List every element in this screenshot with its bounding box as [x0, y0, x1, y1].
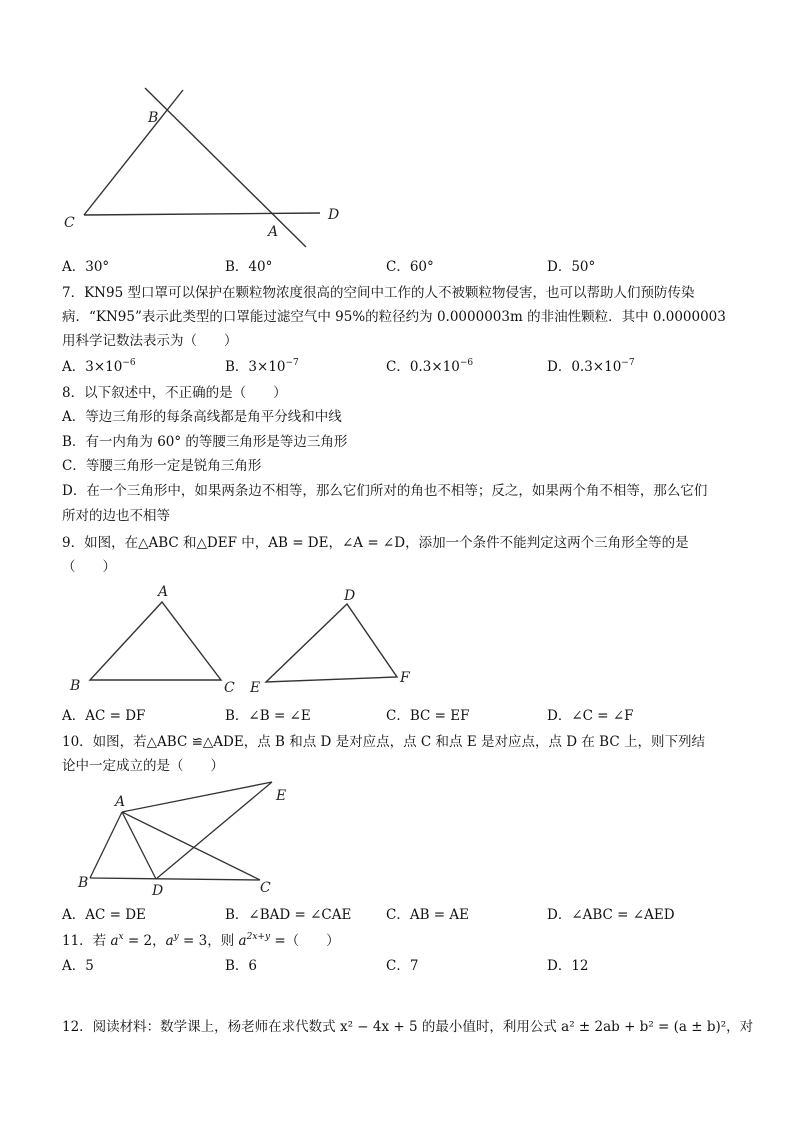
triangle-abc: [90, 602, 221, 680]
q8-stem: 8．以下叙述中，不正确的是（ ）: [62, 385, 287, 401]
label-e: E: [250, 680, 261, 696]
q7-stem-line2: 病．“KN95”表示此类型的口罩能过滤空气中 95%的粒径约为 0.0000003m 的非油性颗粒．其中 0.0000003: [62, 309, 726, 325]
q7-option-c-exp: −6: [459, 358, 474, 368]
label-b: B: [78, 875, 89, 891]
q6-option-a[interactable]: A．30°: [62, 259, 110, 275]
q11-exp-x: x: [118, 932, 124, 942]
q8-option-c[interactable]: C．等腰三角形一定是锐角三角形: [62, 458, 262, 474]
q6-option-d[interactable]: D．50°: [547, 259, 596, 275]
q10-stem-line2: 论中一定成立的是（ ）: [62, 758, 224, 774]
q9-option-d[interactable]: D．∠C = ∠F: [547, 708, 634, 724]
q11-mid1: = 2，: [123, 933, 166, 949]
q7-option-a[interactable]: [62, 358, 136, 376]
label-a: A: [158, 584, 169, 600]
q7-option-a-label: A．: [62, 359, 86, 375]
q11-option-b[interactable]: B．6: [225, 958, 258, 974]
segment-bc: [90, 878, 260, 880]
q6-option-c[interactable]: C．60°: [386, 259, 434, 275]
q7-option-d-label: D．: [547, 359, 572, 375]
q7-option-a-base: 3×10: [85, 359, 123, 375]
q7-option-b[interactable]: [225, 358, 299, 376]
q8-option-b[interactable]: B．有一内角为 60° 的等腰三角形是等边三角形: [62, 434, 348, 450]
label-d: D: [344, 588, 356, 604]
line-cb: [84, 90, 183, 215]
figure-q10: [62, 776, 312, 900]
label-f: F: [400, 670, 410, 686]
q7-stem-line1: 7．KN95 型口罩可以保护在颗粒物浓度很高的空间中工作的人不被颗粒物侵害，也可以帮助人们预防传染: [62, 285, 695, 301]
q7-option-c-base: 0.3×10: [409, 359, 460, 375]
q11-base-3: a: [238, 933, 247, 949]
label-b: B: [70, 678, 81, 694]
q9-stem-line2: （ ）: [62, 559, 116, 575]
q9-option-c[interactable]: C．BC = EF: [386, 708, 470, 724]
q7-option-b-exp: −7: [285, 358, 299, 368]
segment-ac: [122, 812, 260, 880]
q6-option-b[interactable]: B．40°: [225, 259, 273, 275]
q9-option-b[interactable]: B．∠B = ∠E: [225, 708, 311, 724]
q11-base-1: a: [110, 933, 119, 949]
figure-q9: [62, 580, 422, 698]
q7-option-a-exp: −6: [122, 358, 136, 368]
q10-option-a[interactable]: A．AC = DE: [62, 907, 146, 923]
q11-exp-2x-y: 2x+y: [246, 932, 271, 942]
q11-option-c[interactable]: C．7: [386, 958, 419, 974]
q11-exp-y: y: [173, 932, 179, 942]
q11-suffix: =（ ）: [270, 933, 340, 949]
q12-stem: 12．阅读材料：数学课上，杨老师在求代数式 x² − 4x + 5 的最小值时，利用公式 a² ± 2ab + b² = (a ± b)²，对: [62, 1019, 754, 1035]
label-a: A: [115, 794, 126, 810]
segment-de: [156, 782, 272, 879]
triangle-def: [266, 604, 397, 682]
q9-option-a[interactable]: A．AC = DF: [62, 708, 146, 724]
label-d: D: [328, 207, 340, 223]
figure-q6: [60, 84, 360, 254]
q9-stem-line1: 9．如图，在△ABC 和△DEF 中，AB = DE，∠A = ∠D，添加一个条件不能判定这两个三角形全等的是: [62, 535, 689, 551]
label-e: E: [276, 788, 287, 804]
q8-option-d-line2: 所对的边也不相等: [62, 508, 170, 524]
segment-ad: [122, 812, 156, 879]
line-cd: [84, 213, 320, 215]
label-b: B: [148, 110, 159, 126]
q10-option-c[interactable]: C．AB = AE: [386, 907, 469, 923]
q11-mid2: = 3，则: [178, 933, 239, 949]
label-c: C: [260, 880, 271, 896]
q10-option-b[interactable]: B．∠BAD = ∠CAE: [225, 907, 352, 923]
q7-option-d-base: 0.3×10: [571, 359, 622, 375]
label-a: A: [268, 224, 279, 240]
q11-base-2: a: [165, 933, 174, 949]
q7-option-c-label: C．: [386, 359, 410, 375]
label-c: C: [224, 680, 235, 696]
q11-stem: [62, 932, 340, 950]
q7-option-c[interactable]: [386, 358, 473, 376]
segment-ab: [90, 812, 122, 878]
q7-option-b-label: B．: [225, 359, 249, 375]
q8-option-d-line1[interactable]: D．在一个三角形中，如果两条边不相等，那么它们所对的角也不相等；反之，如果两个角不相等，那么它们: [62, 483, 708, 499]
q10-option-d[interactable]: D．∠ABC = ∠AED: [547, 907, 675, 923]
q11-option-a[interactable]: A．5: [62, 958, 94, 974]
q11-option-d[interactable]: D．12: [547, 958, 589, 974]
q7-stem-line3: 用科学记数法表示为（ ）: [62, 333, 238, 349]
line-ba: [145, 88, 306, 247]
segment-ae: [122, 782, 272, 812]
label-c: C: [64, 215, 75, 231]
q11-prefix: 11．若: [62, 933, 111, 949]
q7-option-b-base: 3×10: [248, 359, 286, 375]
q10-stem-line1: 10．如图，若△ABC ≌△ADE，点 B 和点 D 是对应点，点 C 和点 E 是对应点，点 D 在 BC 上，则下列结: [62, 734, 705, 750]
q7-option-d[interactable]: [547, 358, 635, 376]
label-d: D: [152, 883, 164, 899]
q7-option-d-exp: −7: [621, 358, 635, 368]
q8-option-a[interactable]: A．等边三角形的每条高线都是角平分线和中线: [62, 409, 342, 425]
